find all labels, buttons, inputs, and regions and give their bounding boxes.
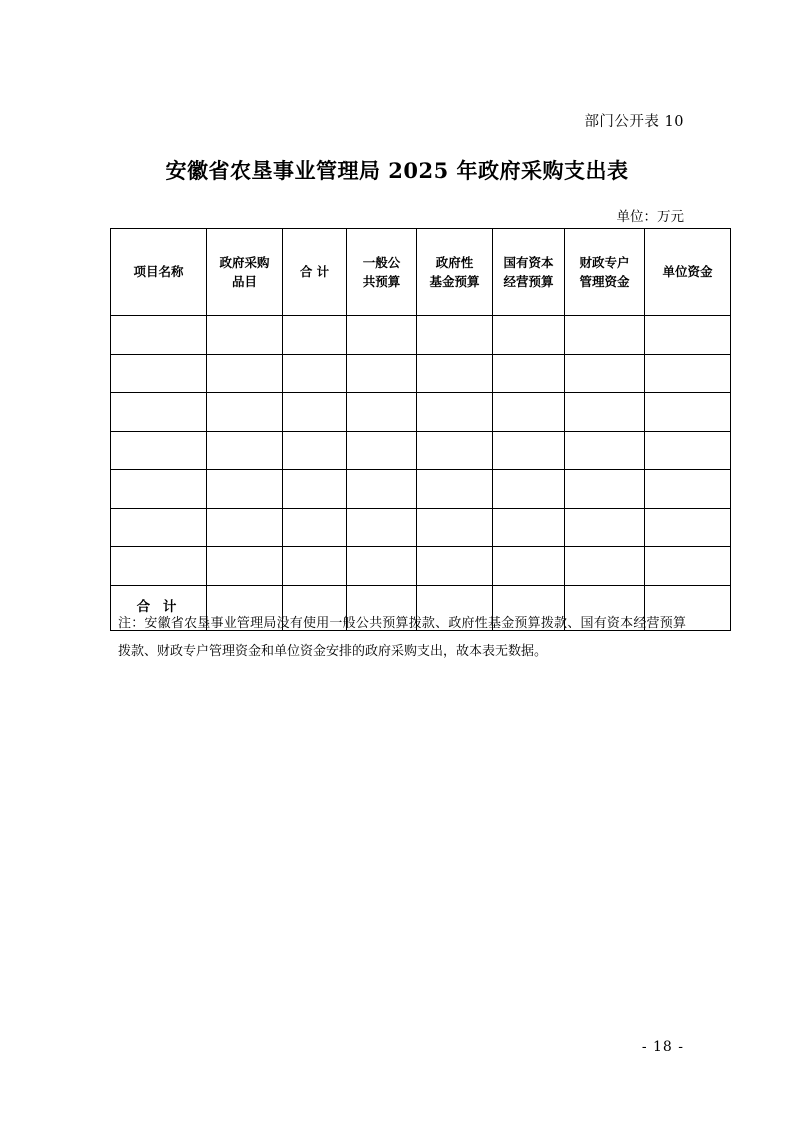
col-label-line: 经营预算 [503,274,554,289]
table-cell [645,316,731,355]
col-label-line: 一般公 [362,254,401,270]
col-procurement-item [207,229,283,316]
table-cell [347,354,417,393]
table-header [111,229,731,316]
table-cell [565,393,645,432]
table-cell [565,316,645,355]
table-cell [645,470,731,509]
table-cell [111,431,207,470]
table-cell [283,316,347,355]
table-cell [283,508,347,547]
col-state-capital-budget [493,229,565,316]
table-row [111,547,731,586]
table-cell [111,470,207,509]
table-cell [565,470,645,509]
col-fiscal-special-account [565,229,645,316]
table-cell [207,393,283,432]
table-cell [565,354,645,393]
table-header-row [111,229,731,316]
table-cell [283,354,347,393]
table-cell [645,431,731,470]
table-cell [283,470,347,509]
table-cell [347,393,417,432]
table-cell [207,431,283,470]
table-cell [207,316,283,355]
table-row [111,431,731,470]
table-cell [111,547,207,586]
table-cell [493,470,565,509]
table-cell [645,393,731,432]
table-cell [493,508,565,547]
form-code-label: 部门公开表 10 [584,114,684,130]
table-cell [417,431,493,470]
table-cell [493,393,565,432]
table-cell [347,547,417,586]
table-cell [417,547,493,586]
col-label-line: 政府采购 [219,254,270,270]
col-label-line: 管理资金 [579,274,630,289]
table-cell [565,431,645,470]
table-cell [417,316,493,355]
table-row [111,470,731,509]
col-label-line: 政府性 [435,254,474,270]
table-cell [207,354,283,393]
page-number: - 18 - [641,1039,684,1055]
table-cell [493,547,565,586]
table-cell [111,316,207,355]
table-cell [645,547,731,586]
col-total [283,229,347,316]
table-cell [207,508,283,547]
table-cell [347,431,417,470]
table-cell [645,508,731,547]
table-cell [283,393,347,432]
col-label-line: 单位资金 [662,264,713,280]
table-cell [207,470,283,509]
col-label-line: 合 计 [299,264,330,280]
table-cell [111,508,207,547]
footnote-text: 注：安徽省农垦事业管理局没有使用一般公共预算拨款、政府性基金预算拨款、国有资本经营预算拨款、财政专户管理资金和单位资金安排的政府采购支出，故本表无数据。 [118,616,686,659]
table-cell [347,508,417,547]
col-label-line: 国有资本 [503,254,554,270]
table-cell [645,354,731,393]
table-cell [565,508,645,547]
table-cell [565,547,645,586]
col-label-line: 基金预算 [429,274,480,289]
col-government-fund-budget [417,229,493,316]
table-cell [493,316,565,355]
table-cell [493,354,565,393]
table-row [111,508,731,547]
col-unit-funds [645,229,731,316]
table-cell [207,547,283,586]
unit-label: 单位：万元 [616,209,684,225]
total-label-cell: 合 计 [111,585,207,630]
table-cell [283,547,347,586]
table-cell [347,316,417,355]
page-title: 安徽省农垦事业管理局 2025 年政府采购支出表 [165,158,629,183]
table-cell [417,470,493,509]
procurement-expenditure-table [110,228,731,631]
col-label-line: 财政专户 [579,254,630,270]
table-cell [347,470,417,509]
table-body [111,316,731,631]
col-label-line: 项目名称 [133,264,184,280]
col-general-public-budget [347,229,417,316]
table-cell [417,393,493,432]
table-row [111,354,731,393]
table-row [111,316,731,355]
table-cell [493,431,565,470]
col-project-name [111,229,207,316]
table-row [111,393,731,432]
table-cell [111,393,207,432]
table-cell [417,354,493,393]
col-label-line: 共预算 [362,274,401,289]
table-cell [111,354,207,393]
table-cell [417,508,493,547]
col-label-line: 品目 [231,274,257,289]
table-footnote [110,610,686,666]
table-cell [283,431,347,470]
